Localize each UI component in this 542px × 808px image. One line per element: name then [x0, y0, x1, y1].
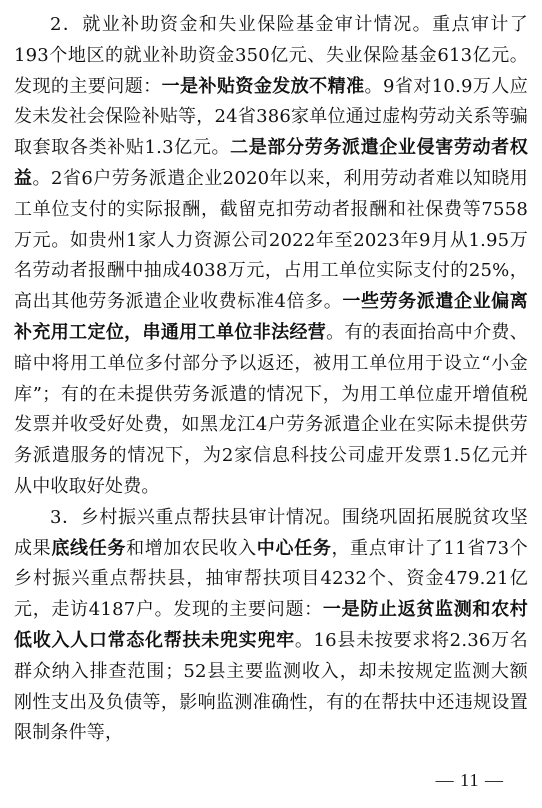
- document-body: [14, 10, 528, 749]
- para1-seg3: 。9省对10.9万人应发未发社会保险补贴等，24省386家单位通过虚构劳动关系等骗取套取各类补贴1.3亿元。: [14, 75, 528, 159]
- para2-seg6-bold: 一是防止返贫监测和农村低收入人口常态化帮扶未兜实兜牢: [14, 599, 528, 651]
- para2-seg5: ，重点审计了11省73个乡村振兴重点帮扶县，抽审帮扶项目4232个、资金479.21亿元，走访4187户。发现的主要问题：: [14, 537, 528, 621]
- para1-seg2-bold: 一是补贴资金发放不精准: [161, 75, 365, 97]
- paragraph-employment-fund: [14, 10, 528, 503]
- para1-seg4-bold: 二是部分劳务派遣企业侵害劳动者权益: [14, 137, 528, 189]
- para1-seg0: 2．就业补助资金和失业保险基金审计情况。: [50, 14, 433, 35]
- page-number: — 11 —: [435, 770, 504, 790]
- para2-seg3: 和增加农民收入: [126, 537, 257, 559]
- para1-seg7: 。有的表面抬高中介费、暗中将用工单位多付部分予以返还，被用工单位用于设立“小金库”；有的在未提供劳务派遣的情况下，为用工单位虚开增值税发票并收受好处费，如黑龙江4户劳务派遣企业在实际未提供劳务派遣服务的情况下，为2家信息科技公司虚开发票1.5亿元并从中收取好处费。: [14, 321, 528, 497]
- para2-seg4-bold: 中心任务: [256, 537, 332, 559]
- para2-seg0: 3．乡村振兴重点帮扶县审计情况。: [50, 506, 342, 528]
- para2-seg2-bold: 底线任务: [51, 537, 127, 559]
- para1-seg6-bold: 一些劳务派遣企业偏离补充用工定位，串通用工单位非法经营: [14, 291, 528, 343]
- para1-seg5: 。2省6户劳务派遣企业2020年以来，利用劳动者难以知晓用工单位支付的实际报酬，截留克扣劳动者报酬和社保费等7558万元。如贵州1家人力资源公司2022年至2023年9月从1.95万名劳动者报酬中抽成4038万元，占用工单位实际支付的25%，高出其他劳务派遣企业收费标准4倍多。: [14, 167, 528, 313]
- para2-seg7: 。16县未按要求将2.36万名群众纳入排查范围；52县主要监测收入，却未按规定监测大额刚性支出及负债等，影响监测准确性，有的在帮扶中还违规设置限制条件等，: [14, 629, 529, 744]
- para2-seg1: 围绕巩固拓展脱贫攻坚成果: [14, 506, 529, 559]
- para1-seg1: 重点审计了193个地区的就业补助资金350亿元、失业保险基金613亿元。发现的主要问题：: [14, 14, 529, 97]
- paragraph-rural-revitalization: [14, 503, 528, 749]
